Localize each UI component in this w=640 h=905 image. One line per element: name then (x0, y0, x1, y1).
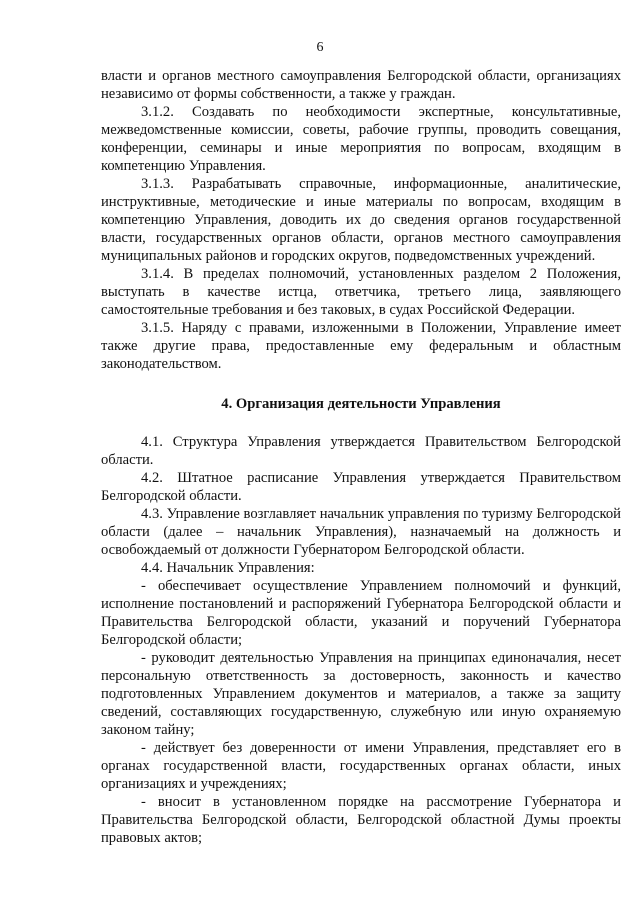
paragraph: 3.1.2. Создавать по необходимости экспертные, консультативные, межведомственные комиссии, советы, рабочие группы, проводить совещания, конференции, семинары и иные мероприятия по вопросам, входящим в компетенцию Управления. (101, 104, 621, 174)
paragraph: 4.3. Управление возглавляет начальник управления по туризму Белгородской области (далее – начальник Управления), назначаемый на должность и освобождаемый от должности Губернатором Белгородской области. (101, 506, 621, 558)
list-item: - вносит в установленном порядке на рассмотрение Губернатора и Правительства Белгородской области, Белгородской областной Думы проекты правовых актов; (101, 794, 621, 846)
document-body (101, 67, 621, 847)
paragraph: 3.1.4. В пределах полномочий, установленных разделом 2 Положения, выступать в качестве истца, ответчика, третьего лица, заявляющего самостоятельные требования и без таковых, в судах Российской Федерации. (101, 266, 621, 318)
paragraph: 3.1.5. Наряду с правами, изложенными в Положении, Управление имеет также другие права, предоставленные ему федеральным и областным законодательством. (101, 320, 621, 372)
section-heading: 4. Организация деятельности Управления (221, 396, 501, 412)
paragraph: 4.4. Начальник Управления: (141, 560, 315, 576)
page-number: 6 (316, 40, 324, 55)
list-item: - обеспечивает осуществление Управлением полномочий и функций, исполнение постановлений и распоряжений Губернатора Белгородской области и Правительства Белгородской области, указаний и поручений Губернатора Белгородской области; (101, 578, 621, 648)
paragraph: 4.2. Штатное расписание Управления утверждается Правительством Белгородской области. (101, 470, 621, 504)
paragraph: 4.1. Структура Управления утверждается Правительством Белгородской области. (101, 434, 621, 468)
list-item: - руководит деятельностью Управления на принципах единоначалия, несет персональную ответственность за достоверность, законность и качество подготовленных Управлением документов и материалов, а также за защиту сведений, составляющих государственную, служебную или иную охраняемую законом тайну; (101, 650, 621, 738)
paragraph: 3.1.3. Разрабатывать справочные, информационные, аналитические, инструктивные, методические и иные материалы по вопросам, входящим в компетенцию Управления, доводить их до сведения органов государственной власти, государственных органов области, органов местного самоуправления муниципальных районов и городских округов, подведомственных учреждений. (101, 176, 621, 264)
list-item: - действует без доверенности от имени Управления, представляет его в органах государственной власти, государственных органах области, иных организациях и учреждениях; (101, 740, 621, 792)
paragraph: власти и органов местного самоуправления Белгородской области, организациях независимо от формы собственности, а также у граждан. (101, 68, 621, 102)
